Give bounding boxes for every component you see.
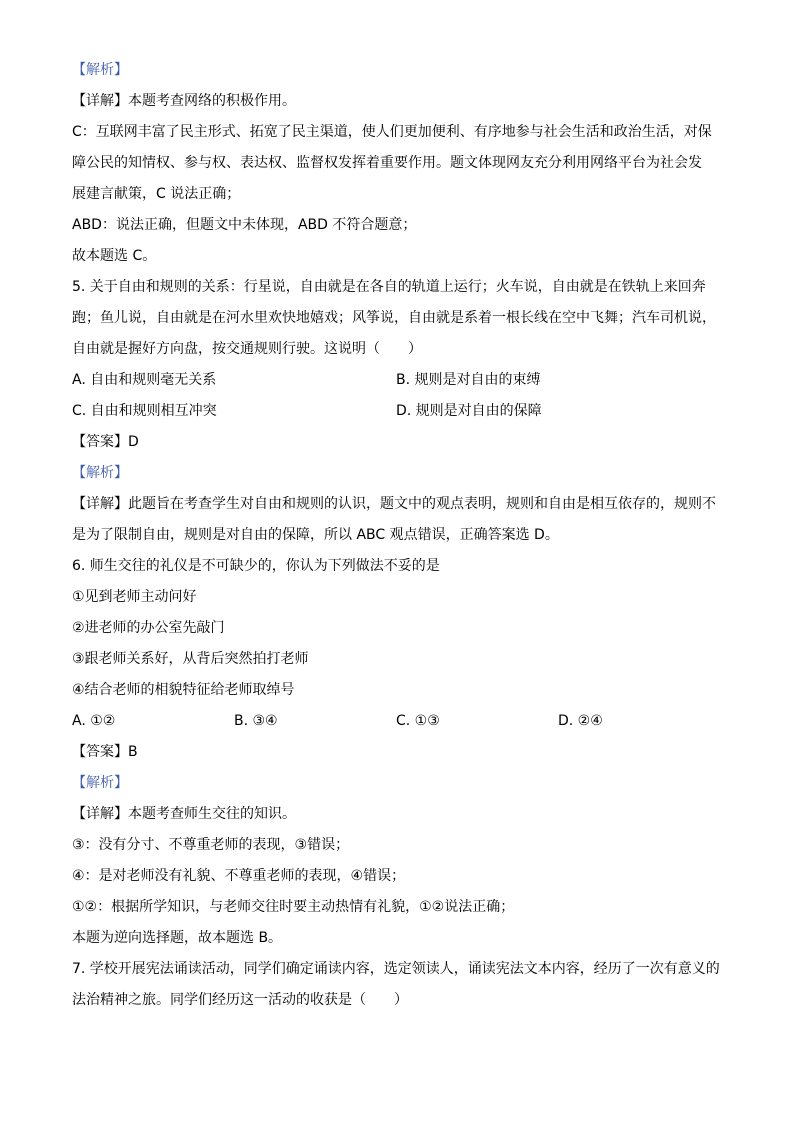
analysis-heading: 【解析】	[72, 465, 128, 481]
option-d: D. 规则是对自由的保障	[396, 403, 542, 419]
option-b: B. 规则是对自由的束缚	[396, 372, 541, 388]
option-a: A. ①②	[72, 713, 116, 729]
detail-text: 【详解】本题考查师生交往的知识。	[72, 806, 296, 822]
answer-line: 【答案】B	[72, 744, 138, 760]
analysis-heading: 【解析】	[72, 62, 128, 78]
option-b: B. ③④	[234, 713, 278, 729]
analysis-line: ①②：根据所学知识，与老师交往时要主动热情有礼貌，①②说法正确；	[72, 899, 515, 915]
option-a: A. 自由和规则毫无关系	[72, 372, 217, 388]
statement-item: ④结合老师的相貌特征给老师取绰号	[72, 682, 295, 698]
options-row	[72, 711, 722, 731]
detail-text: 【详解】此题旨在考查学生对自由和规则的认识，题文中的观点表明，规则和自由是相互依存的，规则不	[72, 496, 716, 512]
option-d: D. ②④	[558, 713, 603, 729]
conclusion-line: 故本题选 C。	[72, 248, 157, 264]
statement-item: ①见到老师主动问好	[72, 589, 197, 605]
option-c: C. 自由和规则相互冲突	[72, 403, 217, 419]
question-stem: 7. 学校开展宪法诵读活动，同学们确定诵读内容，选定领读人，诵读宪法文本内容，经历了一次有意义的	[72, 961, 720, 977]
analysis-line: C：互联网丰富了民主形式、拓宽了民主渠道，使人们更加便利、有序地参与社会生活和政治生活，对保	[72, 124, 712, 140]
option-c: C. ①③	[396, 713, 440, 729]
analysis-line: 展建言献策，C 说法正确；	[72, 186, 241, 202]
statement-item: ③跟老师关系好，从背后突然拍打老师	[72, 651, 309, 667]
options-row	[72, 370, 722, 390]
analysis-line: ④：是对老师没有礼貌、不尊重老师的表现，④错误；	[72, 868, 406, 884]
question-stem: 法治精神之旅。同学们经历这一活动的收获是（ ）	[72, 992, 408, 1008]
conclusion-line: 本题为逆向选择题，故本题选 B。	[72, 930, 283, 946]
options-row	[72, 401, 722, 421]
analysis-line: 障公民的知情权、参与权、表达权、监督权发挥着重要作用。题文体现网友充分利用网络平台为社会发	[72, 155, 702, 171]
answer-line: 【答案】D	[72, 434, 139, 450]
question-stem: 5. 关于自由和规则的关系：行星说，自由就是在各自的轨道上运行；火车说，自由就是在铁轨上来回奔	[72, 279, 706, 295]
question-stem: 跑；鱼儿说，自由就是在河水里欢快地嬉戏；风筝说，自由就是系着一根长线在空中飞舞；汽车司机说，	[72, 310, 716, 326]
analysis-line: ABD：说法正确，但题文中未体现，ABD 不符合题意；	[72, 217, 417, 233]
detail-text: 【详解】本题考查网络的积极作用。	[72, 93, 296, 109]
analysis-line: ③：没有分寸、不尊重老师的表现，③错误；	[72, 837, 350, 853]
document-page	[72, 60, 722, 1010]
detail-text: 是为了限制自由，规则是对自由的保障，所以 ABC 观点错误，正确答案选 D。	[72, 527, 559, 543]
question-stem: 6. 师生交往的礼仪是不可缺少的，你认为下列做法不妥的是	[72, 558, 440, 574]
question-stem: 自由就是握好方向盘，按交通规则行驶。这说明（ ）	[72, 341, 422, 357]
statement-item: ②进老师的办公室先敲门	[72, 620, 225, 636]
analysis-heading: 【解析】	[72, 775, 128, 791]
